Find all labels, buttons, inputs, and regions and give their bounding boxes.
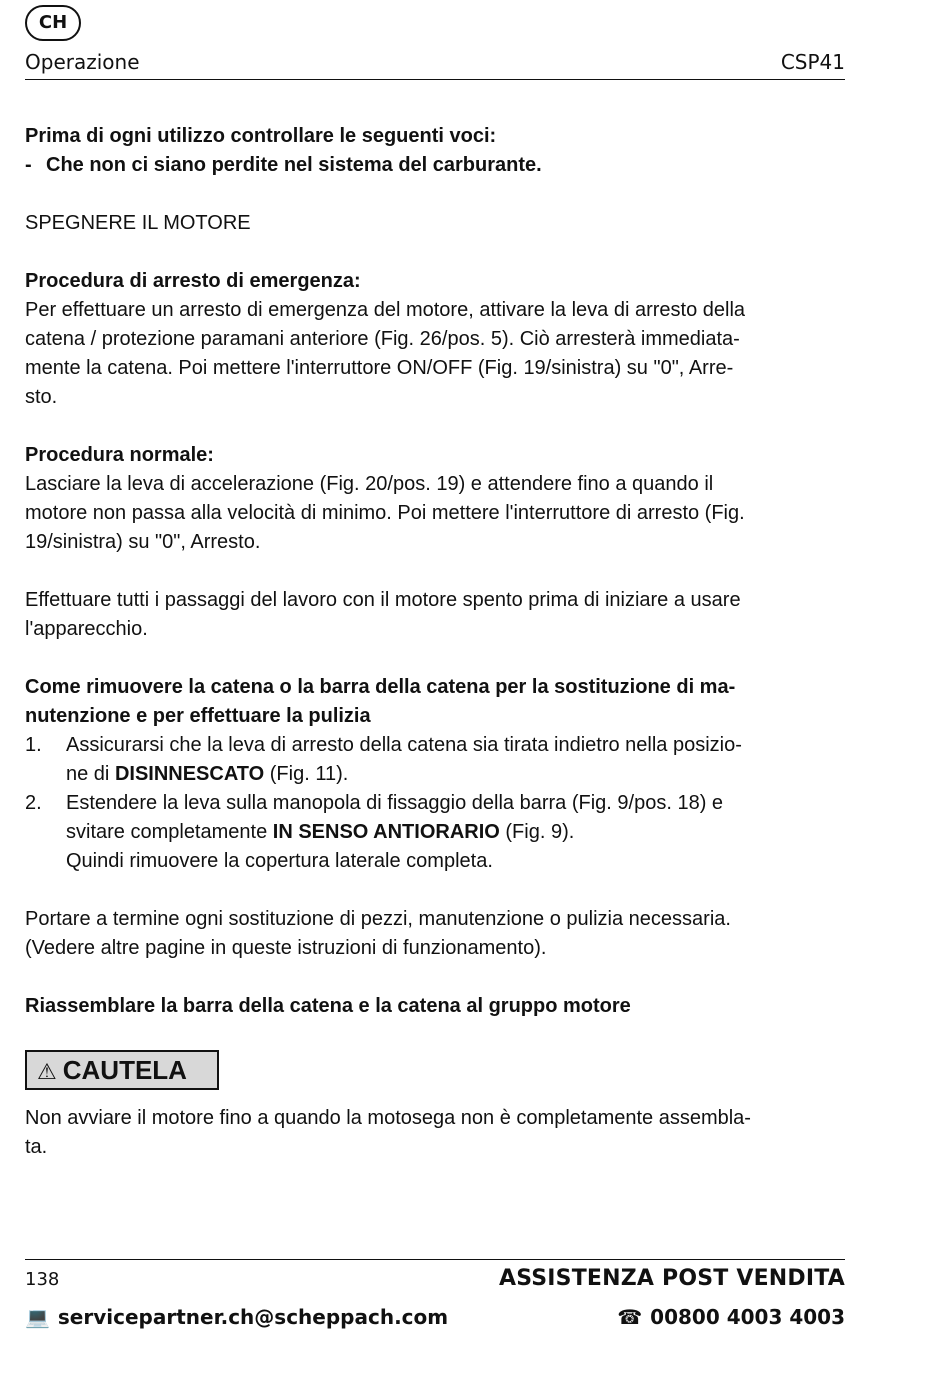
phone-text: 00800 4003 4003 [650, 1305, 845, 1329]
main-content [25, 122, 845, 1021]
step-text-part: ne di [66, 763, 115, 785]
normal-line: motore non passa alla velocità di minimo. Poi mettere l'interruttore di arresto (Fig. [25, 502, 745, 524]
emphasis-text: IN SENSO ANTIORARIO [272, 821, 500, 843]
normal-line: Lasciare la leva di accelerazione (Fig. 20/pos. 19) e attendere fino a quando il [25, 473, 714, 495]
emergency-line: sto. [25, 386, 58, 408]
caution-label: CAUTELA [62, 1055, 187, 1085]
caution-line: Non avviare il motore fino a quando la motosega non è completamente assembla- [25, 1107, 751, 1129]
step-text [66, 818, 845, 847]
emergency-line: mente la catena. Poi mettere l'interruttore ON/OFF (Fig. 19/sinistra) su "0", Arre- [25, 357, 734, 379]
step-text: Assicurarsi che la leva di arresto della catena sia tirata indietro nella posizio- [66, 734, 742, 756]
checks-item-text: Che non ci siano perdite nel sistema del carburante. [46, 154, 542, 176]
caution-text [25, 1104, 845, 1162]
header-divider [25, 79, 845, 80]
dash-marker: - [25, 154, 32, 176]
step-text-part: svitare completamente [66, 821, 273, 843]
stop-engine-heading: SPEGNERE IL MOTORE [25, 212, 251, 234]
page-number: 138 [25, 1269, 60, 1290]
replacement-note: (Vedere altre pagine in queste istruzioni di funzionamento). [25, 937, 547, 959]
emphasis-text: DISINNESCATO [114, 763, 265, 785]
model-name: CSP41 [780, 50, 845, 74]
engine-off-note: l'apparecchio. [25, 618, 148, 640]
step-text-part: (Fig. 11). [264, 763, 349, 785]
step-text: Estendere la leva sulla manopola di fissaggio della barra (Fig. 9/pos. 18) e [66, 792, 724, 814]
service-phone [617, 1305, 845, 1329]
checks-intro: Prima di ogni utilizzo controllare le seguenti voci: [25, 125, 497, 147]
list-number: 1. [25, 734, 42, 756]
step-text-part: (Fig. 9). [499, 821, 575, 843]
removal-heading: Come rimuovere la catena o la barra della catena per la sostituzione di ma- [25, 676, 736, 698]
computer-icon: 💻 [25, 1305, 50, 1329]
checks-item [25, 151, 845, 180]
section-title: Operazione [25, 50, 140, 74]
normal-heading: Procedura normale: [25, 444, 214, 466]
service-title: ASSISTENZA POST VENDITA [498, 1266, 845, 1291]
emergency-heading: Procedura di arresto di emergenza: [25, 270, 361, 292]
warning-triangle-icon: ⚠ [37, 1059, 57, 1084]
engine-off-note: Effettuare tutti i passaggi del lavoro con il motore spento prima di iniziare a usare [25, 589, 741, 611]
emergency-line: Per effettuare un arresto di emergenza del motore, attivare la leva di arresto della [25, 299, 746, 321]
email-text[interactable]: servicepartner.ch@scheppach.com [57, 1305, 449, 1329]
list-item [25, 731, 845, 789]
step-text: Quindi rimuovere la copertura laterale completa. [66, 850, 493, 872]
telephone-icon: ☎ [617, 1305, 643, 1329]
country-badge: CH [25, 5, 81, 41]
replacement-note: Portare a termine ogni sostituzione di pezzi, manutenzione o pulizia necessaria. [25, 908, 731, 930]
list-number: 2. [25, 792, 42, 814]
removal-heading: nutenzione e per effettuare la pulizia [25, 705, 371, 727]
caution-line: ta. [25, 1136, 48, 1158]
service-email[interactable] [25, 1305, 448, 1329]
emergency-line: catena / protezione paramani anteriore (Fig. 26/pos. 5). Ciò arresterà immediata- [25, 328, 740, 350]
reassemble-heading: Riassemblare la barra della catena e la catena al gruppo motore [25, 995, 631, 1017]
caution-box [25, 1050, 219, 1090]
normal-line: 19/sinistra) su "0", Arresto. [25, 531, 261, 553]
list-item [25, 789, 845, 876]
step-text [66, 760, 845, 789]
footer-divider [25, 1259, 845, 1260]
